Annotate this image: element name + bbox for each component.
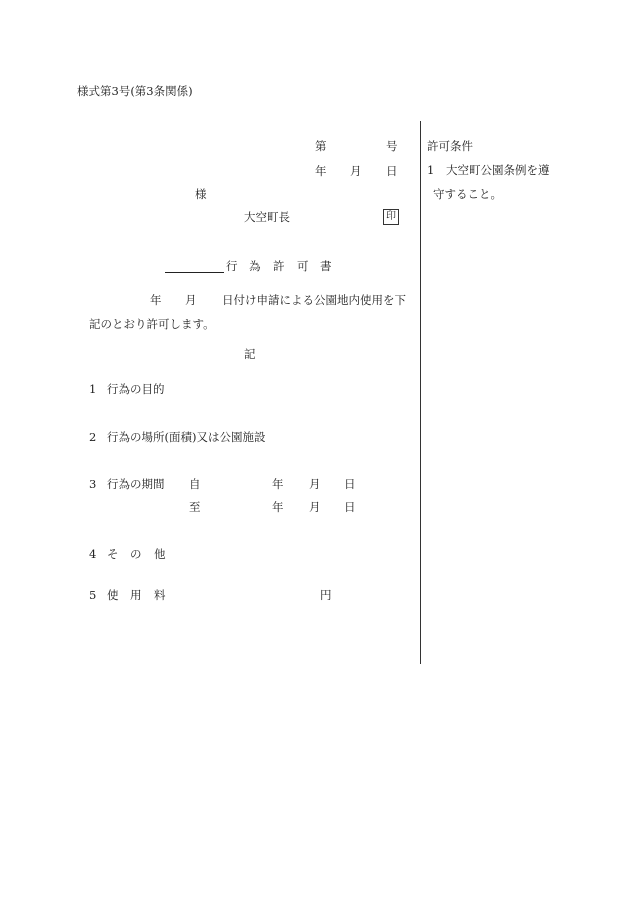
conditions-item-line-1: 大空町公園条例を遵 (446, 163, 550, 177)
body-line-2: 記のとおり許可します。 (89, 317, 215, 331)
item-1-number: 1 (89, 382, 97, 396)
title-char-1: 行 (226, 259, 238, 273)
conditions-item-number: 1 (427, 163, 435, 177)
column-divider (420, 121, 421, 664)
item-5-char-3: 料 (154, 588, 166, 602)
item-5-char-2: 用 (130, 588, 142, 602)
date-month-label: 月 (350, 164, 362, 178)
item-5-char-1: 使 (107, 588, 119, 602)
body-line-1: 日付け申請による公園地内使用を下 (222, 293, 406, 307)
period-to-year: 年 (272, 500, 284, 514)
title-char-4: 可 (297, 259, 309, 273)
item-3-number: 3 (89, 477, 97, 491)
seal-mark: 印 (383, 209, 399, 225)
item-3-label: 行為の期間 (107, 477, 165, 491)
item-2-number: 2 (89, 430, 97, 444)
period-to-month: 月 (309, 500, 321, 514)
period-from-year: 年 (272, 477, 284, 491)
title-char-2: 為 (249, 259, 261, 273)
item-4-char-1: そ (107, 547, 119, 561)
conditions-heading: 許可条件 (427, 139, 473, 153)
issuer-name: 大空町長 (244, 210, 290, 224)
period-from-month: 月 (309, 477, 321, 491)
title-char-3: 許 (273, 259, 285, 273)
item-5-number: 5 (89, 588, 97, 602)
period-from-day: 日 (344, 477, 356, 491)
addressee-suffix: 様 (195, 187, 207, 201)
date-year-label: 年 (315, 164, 327, 178)
title-blank-underline (165, 272, 224, 273)
item-4-number: 4 (89, 547, 97, 561)
item-2-label: 行為の場所(面積)又は公園施設 (107, 430, 266, 444)
conditions-item-line-2: 守すること。 (433, 187, 502, 201)
fee-unit: 円 (320, 588, 332, 602)
ki-marker: 記 (244, 347, 256, 361)
date-day-label: 日 (386, 164, 398, 178)
number-prefix: 第 (315, 139, 327, 153)
title-char-5: 書 (320, 259, 332, 273)
period-to-label: 至 (189, 500, 201, 514)
item-4-char-3: 他 (154, 547, 166, 561)
item-4-char-2: の (130, 547, 142, 561)
body-month-label: 月 (185, 293, 197, 307)
period-from-label: 自 (189, 477, 201, 491)
form-label: 様式第3号(第3条関係) (77, 84, 193, 98)
number-suffix: 号 (386, 139, 398, 153)
period-to-day: 日 (344, 500, 356, 514)
item-1-label: 行為の目的 (107, 382, 165, 396)
body-year-label: 年 (150, 293, 162, 307)
